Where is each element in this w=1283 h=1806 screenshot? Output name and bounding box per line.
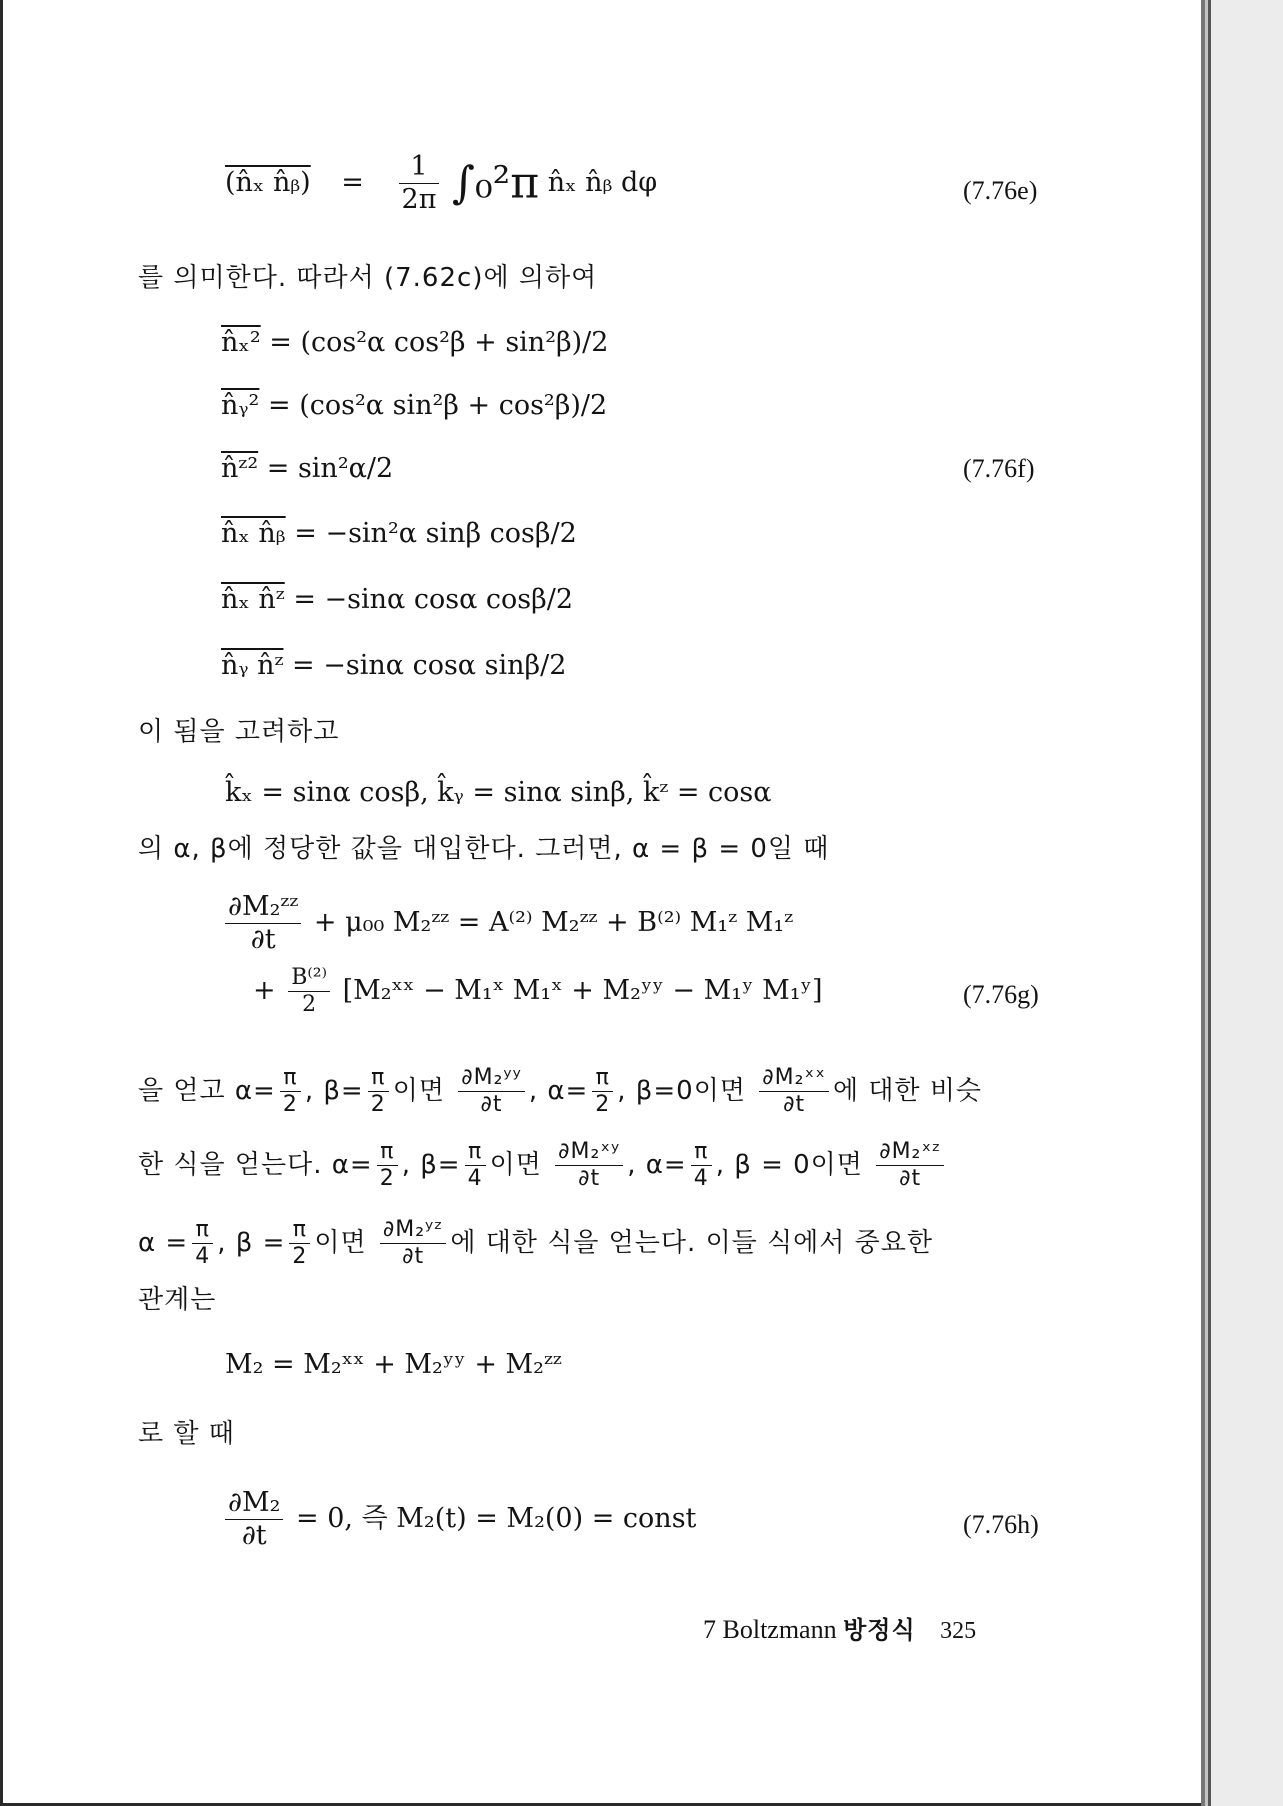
equation-number: (7.76e) [963, 176, 1038, 205]
paragraph-line: 을 얻고 α= $\frac{\pi}{2}$ , β= $\frac{\pi}{2}$ 이면 $\frac{\text{∂M₂ʸʸ}}{\partial t}$ , α= $\frac{\pi}{2}$ , β=0이면 $\frac{\text{∂M₂ˣˣ}}{\partial t}$ 에 대한 비슷 [138, 1065, 983, 1117]
integral-sign: ∫₀²π [452, 157, 540, 209]
paragraph-text: 이 됨을 고려하고 [138, 717, 340, 747]
fraction: $\frac{\text{B⁽²⁾}}{2}$ [288, 966, 330, 1017]
equation-7-76g-line1: $\frac{\text{∂M₂ᶻᶻ}}{\partial t}$ + μ₀₀ M₂ᶻᶻ = A⁽²⁾ M₂ᶻᶻ + B⁽²⁾ M₁ᶻ M₁ᶻ [221, 892, 793, 955]
equation-line: n̂ᵧ² = (cos²α sin²β + cos²β)/2 [221, 390, 608, 421]
paragraph-line: α = $\frac{\pi}{4}$ , β = $\frac{\pi}{2}$ 이면 $\frac{\text{∂M₂ʸᶻ}}{\partial t}$ 에 대한 식을 얻는다. 이들 식에서 중요한 [138, 1217, 934, 1269]
fraction: $\frac{\text{∂M₂ᶻᶻ}}{\partial t}$ [225, 892, 301, 955]
chapter-label: 7 Boltzmann [703, 1615, 837, 1644]
equation-m2-sum: M₂ = M₂ˣˣ + M₂ʸʸ + M₂ᶻᶻ [225, 1349, 562, 1380]
page-number: 325 [940, 1618, 977, 1644]
chapter-title: 방정식 [843, 1616, 916, 1644]
equation-number: (7.76g) [963, 980, 1039, 1009]
eq-lhs: (n̂ₓ n̂ᵦ) [225, 167, 311, 198]
equation-line: n̂ₓ n̂ᶻ = −sinα cosα cosβ/2 [221, 584, 574, 615]
equation-line: n̂ₓ² = (cos²α cos²β + sin²β)/2 [221, 327, 609, 358]
paragraph-line: 한 식을 얻는다. α= $\frac{\pi}{2}$ , β= $\frac{\pi}{4}$ 이면 $\frac{\text{∂M₂ˣʸ}}{\partial t}$ , α= $\frac{\pi}{4}$ , β = 0이면 $\frac{\text{∂M₂ˣᶻ}}{\partial t}$ [138, 1140, 948, 1191]
equation-line: n̂ᶻ² = sin²α/2 [221, 453, 394, 484]
equation-7-76e: (n̂ₓ n̂ᵦ) = $\frac{1}{2\pi}$ ∫₀²π n̂ₓ n̂ᵦ dφ [225, 151, 658, 215]
page-footer [703, 1610, 976, 1645]
equation-line: n̂ₓ n̂ᵦ = −sin²α sinβ cosβ/2 [221, 518, 577, 549]
equation-7-76h: $\frac{\text{∂M₂}}{\partial t}$ = 0, 즉 M₂(t) = M₂(0) = const [221, 1488, 696, 1551]
equation-k-components: k̂ₓ = sinα cosβ, k̂ᵧ = sinα sinβ, k̂ᶻ = cosα [225, 777, 772, 808]
fraction: $\frac{1}{2\pi}$ [399, 152, 440, 215]
paragraph-text: 의 α, β에 정당한 값을 대입한다. 그러면, α = β = 0일 때 [138, 834, 830, 864]
equation-7-76g-line2: + $\frac{\text{B⁽²⁾}}{2}$ [M₂ˣˣ − M₁ˣ M₁ˣ + M₂ʸʸ − M₁ʸ M₁ʸ] [253, 965, 823, 1017]
equation-number: (7.76f) [963, 454, 1035, 483]
page-edge [1208, 0, 1211, 1806]
equation-line: n̂ᵧ n̂ᶻ = −sinα cosα sinβ/2 [221, 650, 567, 681]
paragraph-text: 로 할 때 [138, 1419, 235, 1449]
fraction: $\frac{\text{∂M₂}}{\partial t}$ [225, 1488, 283, 1551]
equation-number: (7.76h) [963, 1510, 1039, 1539]
paragraph-text: 를 의미한다. 따라서 (7.62c)에 의하여 [138, 263, 598, 293]
paragraph-line: 관계는 [138, 1285, 217, 1315]
